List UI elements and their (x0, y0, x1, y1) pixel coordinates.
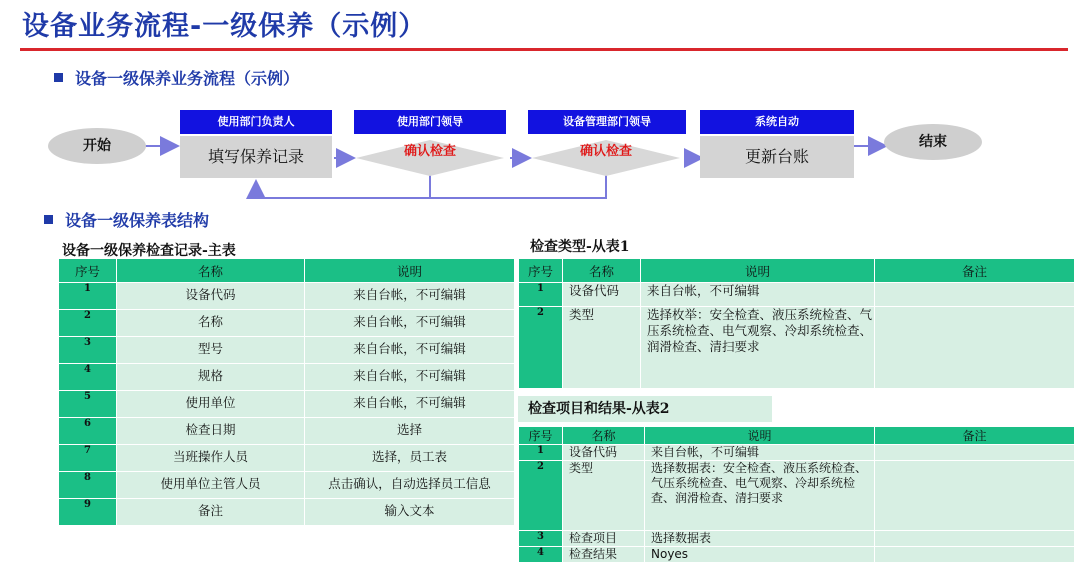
table-row (59, 283, 515, 310)
row-number: 2 (519, 307, 563, 389)
field-description: 输入文本 (305, 499, 515, 526)
row-number: 5 (59, 391, 117, 418)
table-row (59, 418, 515, 445)
row-number: 9 (59, 499, 117, 526)
table-header-row (519, 259, 1075, 283)
field-description: 点击确认，自动选择员工信息 (305, 472, 515, 499)
field-name: 设备代码 (563, 283, 641, 307)
step-confirm-check-2: 确认检查 (579, 144, 632, 159)
field-description: 选择，员工表 (305, 445, 515, 472)
field-description: 选择数据表：安全检查、液压系统检查、气压系统检查、电气观察、冷却系统检查、润滑检查、清扫要求 (645, 461, 875, 531)
table-row (519, 547, 1075, 563)
role-equipment-dept-leader: 设备管理部门领导 (528, 110, 686, 134)
field-name: 规格 (117, 364, 305, 391)
row-number: 2 (59, 310, 117, 337)
field-description: 选择 (305, 418, 515, 445)
column-header: 名称 (117, 259, 305, 283)
sub-table2 (518, 426, 1075, 563)
row-number: 2 (519, 461, 563, 531)
field-name: 当班操作人员 (117, 445, 305, 472)
column-header: 说明 (641, 259, 875, 283)
sub-table2-caption: 检查项目和结果-从表2 (518, 396, 772, 422)
step-update-ledger: 更新台账 (700, 136, 854, 178)
table-header-row (59, 259, 515, 283)
table-row (59, 364, 515, 391)
table-row (59, 472, 515, 499)
sub-table1-caption: 检查类型-从表1 (530, 239, 630, 255)
table-header-row (519, 427, 1075, 445)
field-description: 来自台帐，不可编辑 (305, 310, 515, 337)
table-row (519, 307, 1075, 389)
field-name: 设备代码 (117, 283, 305, 310)
column-header: 备注 (875, 427, 1075, 445)
column-header: 序号 (519, 427, 563, 445)
field-name: 类型 (563, 461, 645, 531)
step-fill-record: 填写保养记录 (180, 136, 332, 178)
field-remark (875, 461, 1075, 531)
field-description: Noyes (645, 547, 875, 563)
field-name: 使用单位主管人员 (117, 472, 305, 499)
column-header: 序号 (519, 259, 563, 283)
sub-table1 (518, 258, 1075, 389)
column-header: 说明 (645, 427, 875, 445)
section-heading-tables-label: 设备一级保养表结构 (65, 211, 210, 230)
table-row (519, 531, 1075, 547)
field-name: 检查结果 (563, 547, 645, 563)
step-confirm-check-1: 确认检查 (403, 144, 456, 159)
row-number: 6 (59, 418, 117, 445)
field-description: 来自台帐，不可编辑 (305, 337, 515, 364)
column-header: 名称 (563, 259, 641, 283)
field-remark (875, 283, 1075, 307)
table-row (59, 337, 515, 364)
role-system-auto: 系统自动 (700, 110, 854, 134)
table-row (59, 310, 515, 337)
column-header: 序号 (59, 259, 117, 283)
table-row (59, 391, 515, 418)
field-remark (875, 445, 1075, 461)
table-row (519, 461, 1075, 531)
field-description: 选择枚举：安全检查、液压系统检查、气压系统检查、电气观察、冷却系统检查、润滑检查、清扫要求 (641, 307, 875, 389)
row-number: 1 (519, 283, 563, 307)
field-remark (875, 547, 1075, 563)
field-remark (875, 531, 1075, 547)
row-number: 1 (59, 283, 117, 310)
field-description: 来自台帐，不可编辑 (305, 364, 515, 391)
field-name: 型号 (117, 337, 305, 364)
row-number: 3 (519, 531, 563, 547)
row-number: 4 (519, 547, 563, 563)
flow-start: 开始 (48, 128, 146, 164)
field-name: 检查日期 (117, 418, 305, 445)
field-description: 来自台帐，不可编辑 (645, 445, 875, 461)
page-title: 设备业务流程-一级保养（示例） (22, 11, 427, 42)
field-name: 使用单位 (117, 391, 305, 418)
field-name: 检查项目 (563, 531, 645, 547)
role-user-dept-leader: 使用部门领导 (354, 110, 506, 134)
row-number: 7 (59, 445, 117, 472)
column-header: 备注 (875, 259, 1075, 283)
role-user-dept-head: 使用部门负责人 (180, 110, 332, 134)
field-name: 名称 (117, 310, 305, 337)
field-description: 来自台帐，不可编辑 (305, 283, 515, 310)
row-number: 1 (519, 445, 563, 461)
flow-end: 结束 (884, 124, 982, 160)
table-row (519, 283, 1075, 307)
table-row (59, 445, 515, 472)
field-remark (875, 307, 1075, 389)
column-header: 名称 (563, 427, 645, 445)
row-number: 4 (59, 364, 117, 391)
row-number: 3 (59, 337, 117, 364)
square-bullet-icon (44, 215, 53, 224)
table-row (519, 445, 1075, 461)
field-description: 来自台帐，不可编辑 (641, 283, 875, 307)
table-row (59, 499, 515, 526)
field-name: 设备代码 (563, 445, 645, 461)
field-name: 类型 (563, 307, 641, 389)
row-number: 8 (59, 472, 117, 499)
column-header: 说明 (305, 259, 515, 283)
field-name: 备注 (117, 499, 305, 526)
section-heading-flow-label: 设备一级保养业务流程（示例） (75, 69, 300, 88)
main-table (58, 258, 515, 526)
main-table-caption: 设备一级保养检查记录-主表 (62, 243, 236, 259)
section-heading-tables (44, 208, 209, 231)
field-description: 来自台帐，不可编辑 (305, 391, 515, 418)
field-description: 选择数据表 (645, 531, 875, 547)
